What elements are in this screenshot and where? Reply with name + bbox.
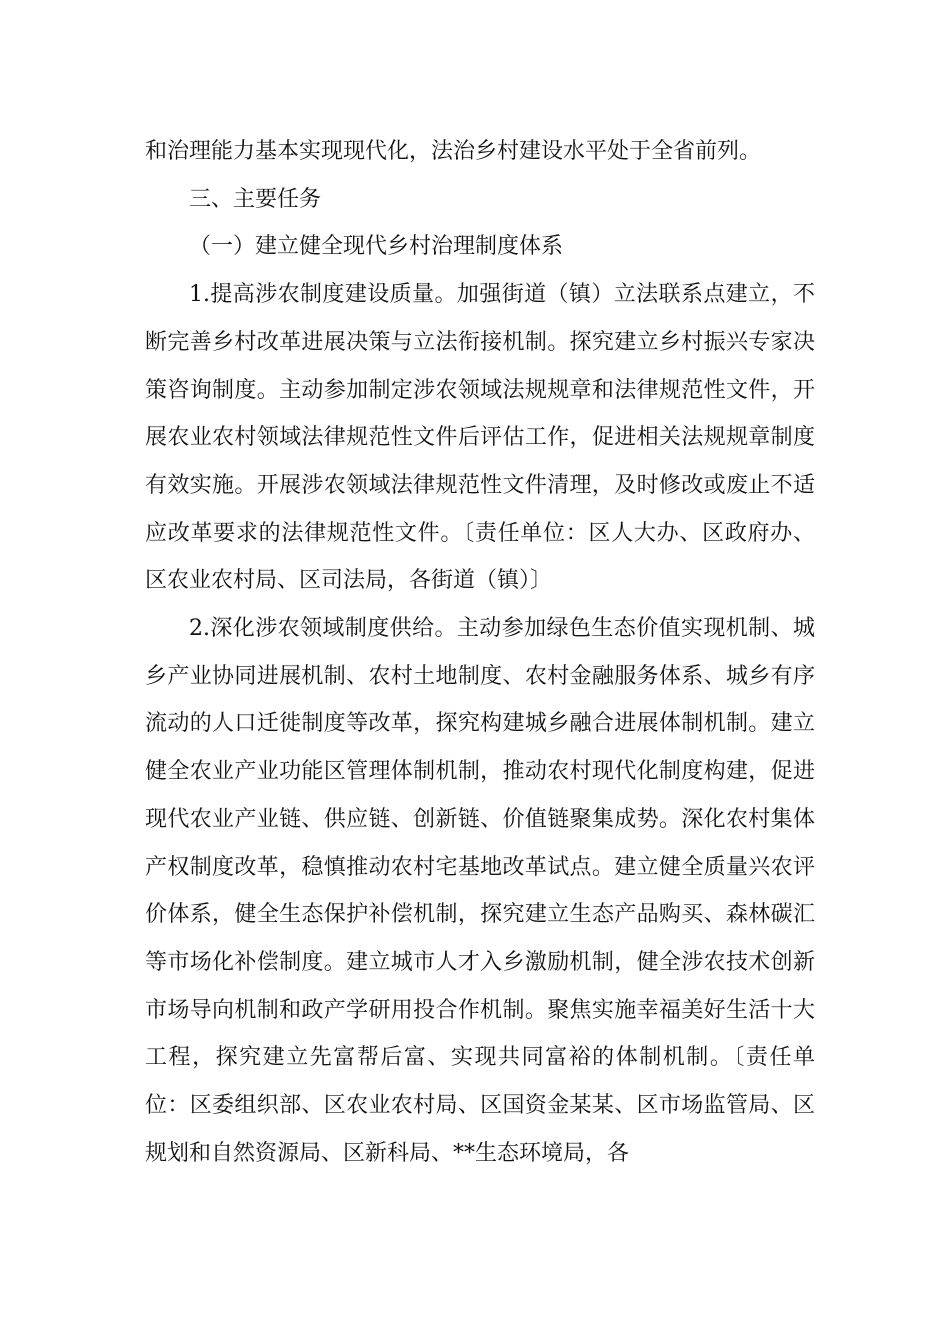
item-2-paragraph: 2.深化涉农领域制度供给。主动参加绿色生态价值实现机制、城乡产业协同进展机制、农村土地制度、农村金融服务体系、城乡有序流动的人口迁徙制度等改革，探究构建城乡融合进展体制机制。建立健全农业产业功能区管理体制机制，推动农村现代化制度构建，促进现代农业产业链、供应链、创新链、价值链聚集成势。深化农村集体产权制度改革，稳慎推动农村宅基地改革试点。建立健全质量兴农评价体系，健全生态保护补偿机制，探究建立生态产品购买、森林碳汇等市场化补偿制度。建立城市人才入乡激励机制，健全涉农技术创新市场导向机制和政产学研用投合作机制。聚焦实施幸福美好生活十大工程，探究建立先富帮后富、实现共同富裕的体制机制。〔责任单位：区委组织部、区农业农村局、区国资金某某、区市场监管局、区规划和自然资源局、区新科局、**生态环境局，各: [145, 616, 815, 1166]
item-1-paragraph: 1.提高涉农制度建设质量。加强街道（镇）立法联系点建立，不断完善乡村改革进展决策与立法衔接机制。探究建立乡村振兴专家决策咨询制度。主动参加制定涉农领域法规规章和法律规范性文件，开展农业农村领域法律规范性文件后评估工作，促进相关法规规章制度有效实施。开展涉农领域法律规范性文件清理，及时修改或废止不适应改革要求的法律规范性文件。〔责任单位：区人大办、区政府办、区农业农村局、区司法局，各街道（镇）〕: [145, 282, 815, 594]
section-heading: 三、主要任务: [189, 186, 322, 212]
continuation-paragraph: 和治理能力基本实现现代化，法治乡村建设水平处于全省前列。: [145, 139, 762, 164]
subsection-heading: （一）建立健全现代乡村治理制度体系: [189, 234, 564, 260]
document-body: [145, 128, 815, 1177]
